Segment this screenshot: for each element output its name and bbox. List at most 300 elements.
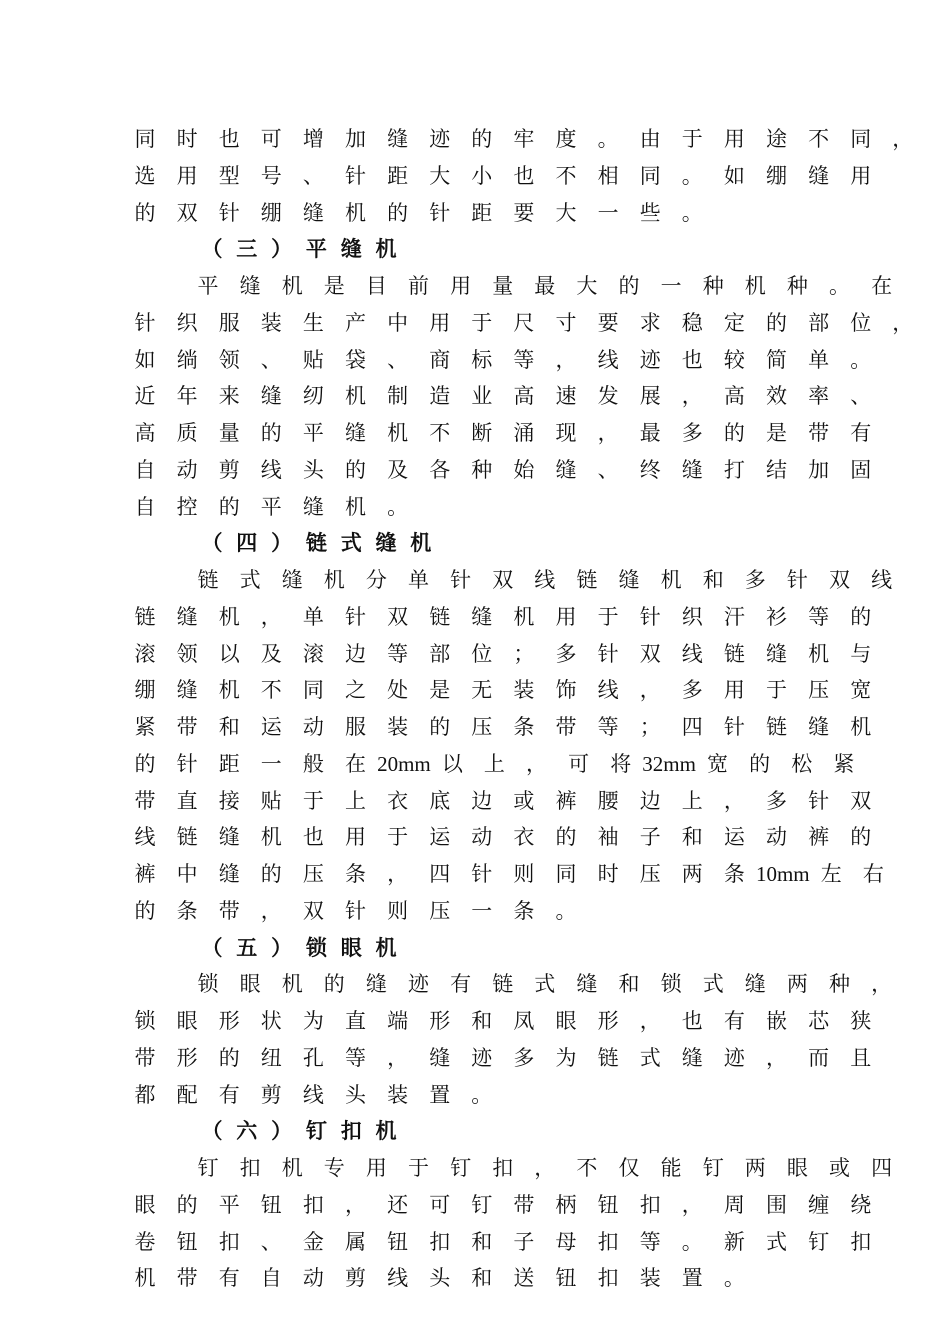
glyph: 用: [176, 163, 198, 188]
glyph: 且: [850, 1045, 872, 1070]
glyph: 绱: [176, 347, 198, 372]
glyph: 配: [176, 1082, 198, 1107]
glyph: 缝: [239, 274, 261, 298]
glyph: 链: [305, 530, 327, 556]
glyph: 机: [410, 530, 432, 556]
section-heading: [0, 1113, 950, 1149]
glyph: 前: [408, 274, 429, 298]
glyph: 之: [345, 678, 366, 703]
glyph: 的: [345, 457, 366, 482]
glyph: 压: [808, 678, 830, 703]
glyph: 卷: [134, 1229, 156, 1254]
glyph: 扣: [492, 1156, 514, 1180]
glyph: 要: [513, 200, 535, 225]
glyph: 的: [555, 825, 577, 850]
glyph: 选: [134, 163, 156, 188]
glyph: 汗: [723, 604, 745, 629]
glyph: 同: [850, 127, 872, 151]
glyph: 机: [744, 274, 766, 298]
glyph: 以: [441, 751, 463, 776]
glyph: 机: [513, 604, 535, 629]
glyph: 距: [218, 751, 240, 776]
glyph: 形: [218, 1009, 240, 1033]
glyph: 贴: [302, 347, 324, 372]
glyph: 和: [702, 568, 724, 592]
glyph: 的: [323, 972, 345, 997]
glyph: 机: [345, 494, 366, 519]
glyph: 自: [134, 457, 156, 482]
glyph: 单: [808, 347, 830, 372]
glyph: 贴: [260, 788, 282, 813]
glyph: 的: [723, 421, 745, 445]
glyph: 松: [791, 751, 813, 776]
glyph: 式: [340, 530, 362, 556]
glyph: 平: [302, 421, 324, 445]
glyph: 链: [134, 604, 156, 629]
glyph: ，: [345, 1192, 366, 1217]
glyph: 有: [218, 1082, 240, 1107]
text-line: [0, 489, 950, 525]
glyph: 机: [660, 568, 682, 592]
glyph: 置: [429, 1082, 451, 1107]
glyph: 衫: [766, 604, 787, 629]
glyph: 织: [681, 604, 703, 629]
glyph: 缝: [218, 825, 240, 850]
glyph: 及: [387, 457, 409, 482]
text-line: [0, 1150, 950, 1186]
glyph: 控: [176, 494, 198, 519]
glyph: 的: [471, 127, 493, 151]
glyph: 种: [702, 274, 724, 298]
glyph: 宽: [707, 751, 729, 776]
glyph: 服: [345, 715, 366, 739]
glyph: 绷: [766, 163, 787, 188]
glyph: 。: [723, 1266, 745, 1291]
text-line: [0, 1003, 950, 1039]
glyph: 绕: [850, 1192, 872, 1217]
glyph: 眼: [340, 934, 362, 960]
text-line: [0, 195, 950, 231]
glyph: ，: [766, 1045, 787, 1070]
glyph: 钮: [597, 1192, 619, 1217]
glyph: 针: [786, 568, 808, 592]
glyph: ，: [260, 898, 282, 923]
glyph: 寸: [555, 310, 577, 335]
glyph: 同: [302, 678, 324, 703]
glyph: 机: [134, 1266, 156, 1291]
latin-token: 32mm: [642, 751, 696, 776]
glyph: 头: [345, 1082, 366, 1107]
glyph: 眼: [786, 1156, 808, 1180]
glyph: 用: [450, 274, 472, 298]
glyph: 扣: [639, 1192, 661, 1217]
glyph: 饰: [555, 678, 577, 703]
glyph: 链: [597, 1045, 619, 1070]
glyph: （: [201, 934, 223, 960]
glyph: ）: [271, 1118, 293, 1144]
text-line: [0, 746, 950, 782]
glyph: 缝: [808, 715, 830, 739]
latin-token: 20mm: [377, 751, 431, 776]
glyph: 于: [387, 825, 409, 850]
glyph: 机: [281, 972, 303, 997]
glyph: 和: [471, 1229, 493, 1254]
glyph: 钉: [471, 1192, 493, 1217]
glyph: 求: [639, 310, 661, 335]
glyph: 钉: [305, 1118, 327, 1144]
glyph: 形: [597, 1009, 619, 1033]
glyph: 定: [723, 310, 745, 335]
glyph: 机: [281, 274, 303, 298]
glyph: 于: [408, 1156, 429, 1180]
glyph: 动: [302, 1266, 324, 1291]
glyph: ，: [526, 751, 548, 776]
glyph: 标: [471, 347, 493, 372]
glyph: 。: [681, 200, 703, 225]
glyph: 不: [576, 1156, 598, 1180]
glyph: 端: [387, 1009, 409, 1033]
glyph: 的: [749, 751, 771, 776]
glyph: 头: [302, 457, 324, 482]
glyph: 也: [218, 127, 240, 151]
glyph: 。: [681, 163, 703, 188]
glyph: 于: [302, 788, 324, 813]
glyph: 种: [471, 457, 493, 482]
glyph: 号: [260, 163, 282, 188]
glyph: 周: [723, 1192, 745, 1217]
glyph: 等: [639, 1229, 661, 1254]
glyph: 缝: [429, 1045, 451, 1070]
glyph: 于: [766, 678, 787, 703]
glyph: 针: [218, 200, 240, 225]
glyph: 针: [597, 641, 619, 666]
glyph: 要: [597, 310, 619, 335]
glyph: ，: [892, 310, 914, 335]
text-line: [0, 562, 950, 598]
glyph: 带: [134, 1045, 156, 1070]
glyph: 中: [387, 310, 409, 335]
text-line: [0, 672, 950, 708]
glyph: 、: [260, 347, 282, 372]
glyph: 左: [820, 862, 842, 886]
glyph: 钮: [260, 1192, 282, 1217]
glyph: 的: [429, 715, 451, 739]
glyph: 运: [260, 715, 282, 739]
glyph: 。: [597, 127, 619, 151]
glyph: 则: [513, 862, 535, 886]
glyph: 锁: [305, 934, 327, 960]
glyph: 。: [387, 494, 409, 519]
glyph: 各: [429, 457, 451, 482]
glyph: 发: [597, 384, 619, 409]
glyph: 有: [723, 1009, 745, 1033]
glyph: 等: [808, 604, 830, 629]
text-line: [0, 268, 950, 304]
glyph: 的: [134, 200, 156, 225]
glyph: 缝: [345, 421, 366, 445]
glyph: 剪: [260, 1082, 282, 1107]
glyph: 平: [197, 274, 219, 298]
glyph: 钮: [555, 1266, 577, 1291]
text-line: [0, 783, 950, 819]
glyph: 缝: [375, 530, 397, 556]
glyph: 眼: [239, 972, 261, 997]
glyph: 多: [681, 421, 703, 445]
glyph: 。: [829, 274, 850, 298]
glyph: 的: [134, 898, 156, 923]
glyph: 缝: [302, 200, 324, 225]
glyph: ；: [513, 641, 535, 666]
glyph: 最: [534, 274, 556, 298]
glyph: 围: [766, 1192, 787, 1217]
glyph: 接: [218, 788, 240, 813]
glyph: 而: [808, 1045, 830, 1070]
glyph: 针: [345, 604, 366, 629]
glyph: 子: [513, 1229, 535, 1254]
text-line: [0, 819, 950, 855]
text-line: [0, 415, 950, 451]
glyph: 多: [766, 788, 787, 813]
glyph: 造: [429, 384, 451, 409]
glyph: 处: [387, 678, 409, 703]
glyph: 线: [597, 347, 619, 372]
glyph: ；: [639, 715, 661, 739]
glyph: 等: [387, 641, 409, 666]
glyph: 压: [471, 715, 493, 739]
glyph: 柄: [555, 1192, 577, 1217]
glyph: 六: [236, 1118, 258, 1144]
glyph: 迹: [471, 1045, 493, 1070]
glyph: 固: [850, 457, 872, 482]
glyph: 缝: [302, 494, 324, 519]
glyph: 仅: [618, 1156, 640, 1180]
glyph: 扣: [340, 1118, 362, 1144]
text-line: [0, 158, 950, 194]
glyph: 扣: [302, 1192, 324, 1217]
glyph: 双: [176, 200, 198, 225]
glyph: 等: [513, 347, 535, 372]
glyph: 。: [555, 898, 577, 923]
glyph: 针: [345, 163, 366, 188]
glyph: 缝: [681, 457, 703, 482]
glyph: 缝: [555, 457, 577, 482]
glyph: ，: [555, 347, 577, 372]
glyph: 也: [681, 347, 703, 372]
glyph: 尺: [513, 310, 535, 335]
glyph: 一: [471, 898, 493, 923]
glyph: 机: [375, 236, 397, 262]
text-line: [0, 1187, 950, 1223]
glyph: 两: [744, 1156, 766, 1180]
glyph: 机: [387, 421, 409, 445]
glyph: 滚: [134, 641, 156, 666]
glyph: 直: [345, 1009, 366, 1033]
glyph: 链: [197, 568, 219, 592]
glyph: 加: [345, 127, 366, 151]
glyph: 制: [387, 384, 409, 409]
glyph: 衣: [513, 825, 535, 850]
glyph: 领: [176, 641, 198, 666]
section-heading: [0, 930, 950, 966]
glyph: 链: [176, 825, 198, 850]
glyph: 纫: [302, 384, 324, 409]
glyph: 条: [176, 898, 198, 923]
glyph: 双: [829, 568, 850, 592]
glyph: ，: [534, 1156, 556, 1180]
glyph: 扣: [850, 1229, 872, 1254]
glyph: 机: [218, 604, 240, 629]
glyph: 简: [766, 347, 787, 372]
glyph: 带: [218, 898, 240, 923]
glyph: 打: [723, 457, 745, 482]
glyph: 也: [681, 1009, 703, 1033]
glyph: 装: [260, 310, 282, 335]
text-line: [0, 636, 950, 672]
glyph: 带: [176, 715, 198, 739]
text-line: [0, 121, 950, 157]
glyph: 五: [236, 934, 258, 960]
glyph: 形: [176, 1045, 198, 1070]
glyph: 年: [176, 384, 198, 409]
glyph: 机: [323, 568, 345, 592]
glyph: 链: [429, 604, 451, 629]
glyph: 都: [134, 1082, 156, 1107]
glyph: 、: [850, 384, 872, 409]
glyph: 紧: [833, 751, 855, 776]
glyph: 线: [260, 457, 282, 482]
glyph: 最: [639, 421, 661, 445]
glyph: 迹: [408, 972, 429, 997]
section-heading: [0, 525, 950, 561]
glyph: 双: [639, 641, 661, 666]
glyph: 用: [429, 310, 451, 335]
glyph: 以: [218, 641, 240, 666]
glyph: 也: [302, 825, 324, 850]
glyph: 狭: [850, 1009, 872, 1033]
glyph: 可: [568, 751, 590, 776]
glyph: 牢: [513, 127, 535, 151]
glyph: 链: [766, 715, 787, 739]
glyph: 运: [429, 825, 451, 850]
glyph: 是: [323, 274, 345, 298]
glyph: ，: [387, 862, 409, 886]
glyph: 迹: [429, 127, 451, 151]
glyph: 服: [218, 310, 240, 335]
glyph: 裤: [134, 862, 156, 886]
glyph: 或: [829, 1156, 850, 1180]
glyph: 形: [429, 1009, 451, 1033]
glyph: 稳: [681, 310, 703, 335]
glyph: 动: [176, 457, 198, 482]
latin-token: 10mm: [755, 862, 810, 886]
glyph: 织: [176, 310, 198, 335]
glyph: 量: [492, 274, 514, 298]
glyph: 现: [555, 421, 577, 445]
glyph: 分: [365, 568, 387, 592]
glyph: 的: [218, 1045, 240, 1070]
glyph: 装: [639, 1266, 661, 1291]
glyph: 有: [450, 972, 472, 997]
glyph: 底: [429, 788, 451, 813]
glyph: 的: [387, 200, 409, 225]
glyph: 缝: [744, 972, 766, 997]
glyph: 和: [218, 715, 240, 739]
glyph: 四: [681, 715, 703, 739]
glyph: 四: [429, 862, 451, 886]
text-line: [0, 709, 950, 745]
glyph: 置: [681, 1266, 703, 1291]
glyph: 的: [260, 862, 282, 886]
glyph: 种: [829, 972, 850, 997]
glyph: 双: [302, 898, 324, 923]
glyph: 为: [302, 1009, 324, 1033]
glyph: 还: [387, 1192, 409, 1217]
glyph: 机: [345, 384, 366, 409]
glyph: 缝: [260, 384, 282, 409]
glyph: 剪: [218, 457, 240, 482]
glyph: 针: [723, 715, 745, 739]
glyph: 机: [281, 1156, 303, 1180]
glyph: 结: [766, 457, 787, 482]
glyph: ，: [681, 1192, 703, 1217]
glyph: ，: [639, 1009, 661, 1033]
text-line: [0, 1040, 950, 1076]
glyph: 条: [513, 715, 535, 739]
glyph: 边: [345, 641, 366, 666]
glyph: 的: [176, 1192, 198, 1217]
glyph: 在: [871, 274, 893, 298]
glyph: 链: [723, 641, 745, 666]
glyph: 的: [218, 494, 240, 519]
glyph: 平: [260, 494, 282, 519]
glyph: 宽: [850, 678, 872, 703]
glyph: 距: [387, 163, 409, 188]
glyph: 多: [744, 568, 766, 592]
glyph: 量: [218, 421, 240, 445]
glyph: 压: [302, 862, 324, 886]
glyph: 缝: [365, 972, 387, 997]
glyph: 多: [513, 1045, 535, 1070]
glyph: 双: [492, 568, 514, 592]
glyph: 带: [513, 1192, 535, 1217]
glyph: 无: [471, 678, 493, 703]
glyph: 缝: [218, 862, 240, 886]
glyph: 缝: [176, 604, 198, 629]
glyph: 展: [639, 384, 661, 409]
glyph: 裤: [808, 825, 830, 850]
glyph: 用: [345, 825, 366, 850]
glyph: 针: [176, 751, 198, 776]
glyph: 两: [786, 972, 808, 997]
glyph: 缝: [808, 163, 830, 188]
glyph: 、: [302, 163, 324, 188]
glyph: 条: [513, 898, 535, 923]
glyph: 型: [218, 163, 240, 188]
glyph: 滚: [302, 641, 324, 666]
glyph: 位: [471, 641, 493, 666]
glyph: 针: [345, 898, 366, 923]
glyph: 与: [850, 641, 872, 666]
glyph: 速: [555, 384, 577, 409]
glyph: 式: [639, 1045, 661, 1070]
glyph: 位: [850, 310, 872, 335]
glyph: 领: [218, 347, 240, 372]
glyph: 条: [345, 862, 366, 886]
glyph: 扣: [429, 1229, 451, 1254]
glyph: 钉: [450, 1156, 472, 1180]
glyph: 腰: [597, 788, 619, 813]
glyph: 缝: [766, 641, 787, 666]
